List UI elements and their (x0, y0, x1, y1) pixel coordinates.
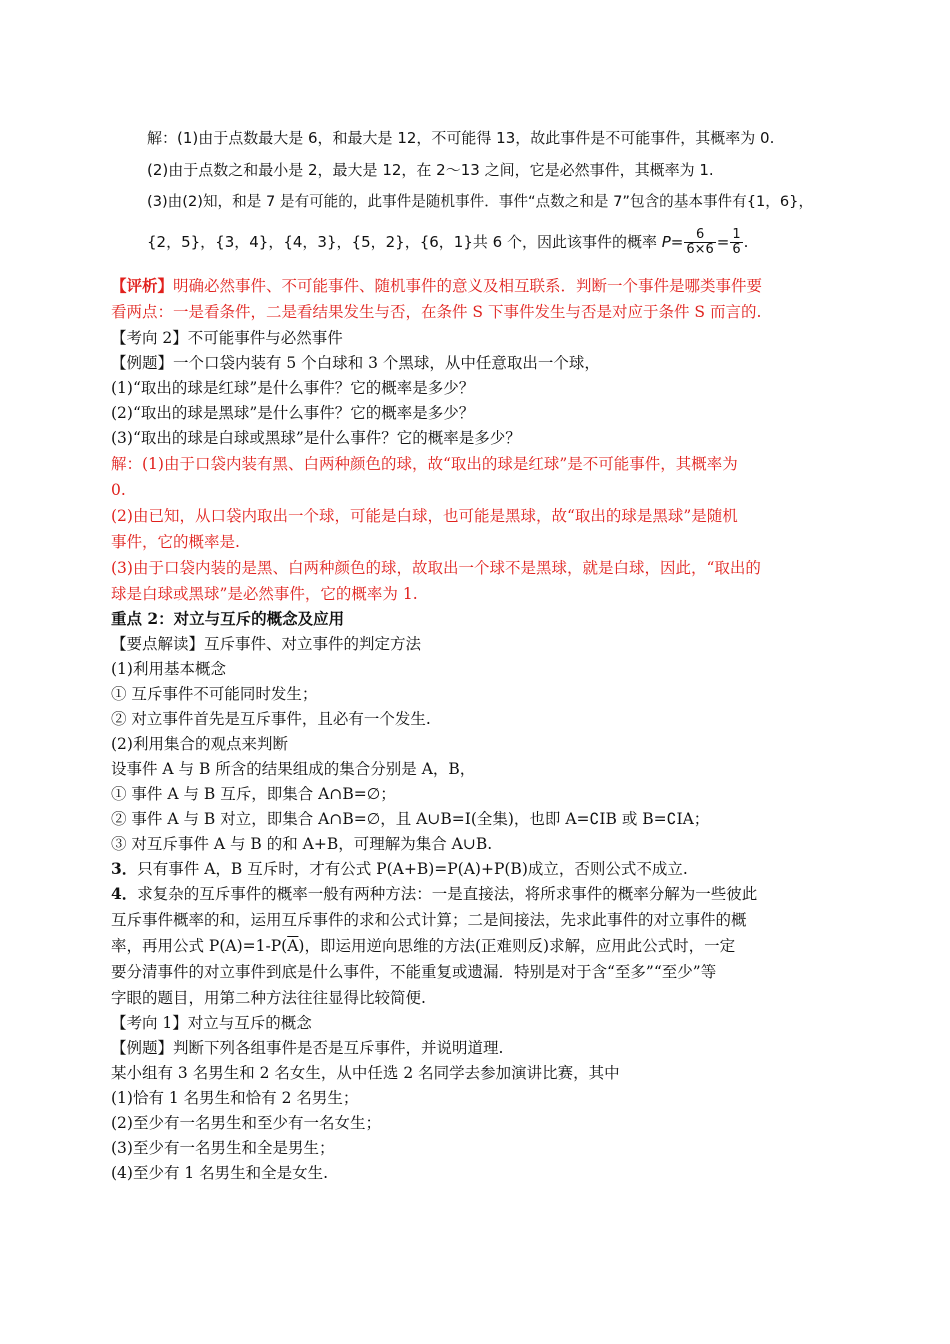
kaoxiang1-heading: 【考向 1】对立与互斥的概念 (111, 1014, 312, 1032)
key2-intro: 【要点解读】互斥事件、对立事件的判定方法 (111, 635, 422, 653)
a-complement: $\overline{A}$ (287, 937, 299, 955)
kaoxiang2-example: 【例题】一个口袋内装有 5 个白球和 3 个黑球，从中任意取出一个球， (111, 354, 600, 372)
kaoxiang1-item-3: (3)至少有一名男生和全是男生； (111, 1139, 335, 1157)
solution-line-2: (2)由于点数之和最小是 2，最大是 12，在 2～13 之间，它是必然事件，其概率为 1. (147, 161, 714, 179)
kaoxiang1-example: 【例题】判断下列各组事件是否是互斥事件，并说明道理. (111, 1039, 504, 1057)
fraction-6-over-36 (684, 228, 715, 257)
item-4-text-3a: 率，再用公式 P(A)=1-P( (111, 937, 288, 955)
kaoxiang2-answer-2-line-2: 事件，它的概率是. (111, 533, 240, 551)
comment-line-2: 看两点：一是看条件，二是看结果发生与否，在条件 S 下事件发生与否是对应于条件 S 而言的. (111, 303, 762, 321)
kaoxiang2-answer-1-line-1: 解：(1)由于口袋内装有黑、白两种颜色的球，故“取出的球是红球”是不可能事件，其概率为 (111, 455, 738, 473)
key2-set-1: ① 事件 A 与 B 互斥，即集合 A∩B=∅； (111, 785, 396, 803)
key2-item-3 (111, 859, 688, 879)
key2-item-4-line-3 (111, 936, 735, 956)
comment-line-1 (111, 276, 762, 296)
fraction-1-over-6 (730, 228, 742, 257)
key2-title: 重点 2：对立与互斥的概念及应用 (111, 609, 345, 628)
key2-circle-1: ① 互斥事件不可能同时发生； (111, 685, 318, 703)
key2-item-4-line-4: 要分清事件的对立事件到底是什么事件，不能重复或遗漏．特别是对于含“至多”“至少”等 (111, 963, 717, 981)
item-3-number: 3． (111, 859, 138, 878)
kaoxiang2-heading: 【考向 2】不可能事件与必然事件 (111, 329, 343, 347)
probability-symbol: P (661, 233, 671, 251)
fraction-2-numerator: 1 (732, 227, 741, 242)
kaoxiang2-answer-2-line-1: (2)由已知，从口袋内取出一个球，可能是白球，也可能是黑球，故“取出的球是黑球”是随机 (111, 507, 738, 525)
fraction-1-denominator: 6×6 (686, 242, 714, 257)
solution-line-1: 解：(1)由于点数最大是 6，和最大是 12，不可能得 13，故此事件是不可能事件，其概率为 0. (147, 129, 775, 147)
key2-set-3: ③ 对互斥事件 A 与 B 的和 A+B，可理解为集合 A∪B. (111, 835, 493, 853)
kaoxiang2-question-2: (2)“取出的球是黑球”是什么事件？它的概率是多少？ (111, 404, 475, 422)
fraction-2-denominator: 6 (732, 242, 741, 257)
key2-circle-2: ② 对立事件首先是互斥事件，且必有一个发生. (111, 710, 431, 728)
equals-sign-1: = (670, 233, 684, 251)
comment-label: 【评析】 (111, 276, 174, 295)
key2-item-4-line-1 (111, 884, 757, 904)
item-4-number: 4． (111, 884, 138, 903)
key2-set-2: ② 事件 A 与 B 对立，即集合 A∩B=∅，且 A∪B=I(全集)，也即 A=∁IB 或 B=∁IA； (111, 810, 710, 828)
comment-text-1: 明确必然事件、不可能事件、随机事件的意义及相互联系．判断一个事件是哪类事件要 (173, 277, 763, 295)
key2-point-2: (2)利用集合的观点来判断 (111, 735, 288, 753)
kaoxiang2-question-3: (3)“取出的球是白球或黑球”是什么事件？它的概率是多少？ (111, 429, 521, 447)
sentence-end: . (743, 233, 749, 251)
item-4-text-1: 求复杂的互斥事件的概率一般有两种方法：一是直接法，将所求事件的概率分解为一些彼此 (137, 885, 758, 903)
kaoxiang1-setup: 某小组有 3 名男生和 2 名女生，从中任选 2 名同学去参加演讲比赛，其中 (111, 1064, 620, 1082)
key2-item-4-line-2: 互斥事件概率的和，运用互斥事件的求和公式计算；二是间接法，先求此事件的对立事件的概 (111, 911, 747, 929)
kaoxiang2-question-1: (1)“取出的球是红球”是什么事件？它的概率是多少？ (111, 379, 475, 397)
kaoxiang2-answer-1-line-2: 0. (111, 481, 126, 499)
kaoxiang1-item-2: (2)至少有一名男生和至少有一名女生； (111, 1114, 381, 1132)
key2-set-intro: 设事件 A 与 B 所含的结果组成的集合分别是 A，B， (111, 760, 476, 778)
solution-line-4-prefix: {2，5}，{3，4}，{4，3}，{5，2}，{6，1}共 6 个，因此该事件的概率 (147, 233, 662, 251)
item-3-text: 只有事件 A，B 互斥时，才有公式 P(A+B)=P(A)+P(B)成立，否则公式不成立. (137, 860, 688, 878)
fraction-1-numerator: 6 (684, 228, 715, 243)
equals-sign-2: = (716, 233, 730, 251)
solution-line-3: (3)由(2)知，和是 7 是有可能的，此事件是随机事件．事件“点数之和是 7”包含的基本事件有{1，6}， (147, 193, 814, 210)
solution-line-4 (147, 228, 748, 257)
kaoxiang1-item-4: (4)至少有 1 名男生和全是女生. (111, 1164, 329, 1182)
key2-point-1: (1)利用基本概念 (111, 660, 226, 678)
kaoxiang2-answer-3-line-1: (3)由于口袋内装的是黑、白两种颜色的球，故取出一个球不是黑球，就是白球，因此，“取出的 (111, 559, 761, 577)
kaoxiang2-answer-3-line-2: 球是白球或黑球”是必然事件，它的概率为 1. (111, 585, 418, 603)
item-4-text-3b: )，即运用逆向思维的方法(正难则反)求解，应用此公式时，一定 (298, 937, 736, 955)
kaoxiang1-item-1: (1)恰有 1 名男生和恰有 2 名男生； (111, 1089, 359, 1107)
key2-item-4-line-5: 字眼的题目，用第二种方法往往显得比较简便. (111, 989, 426, 1007)
